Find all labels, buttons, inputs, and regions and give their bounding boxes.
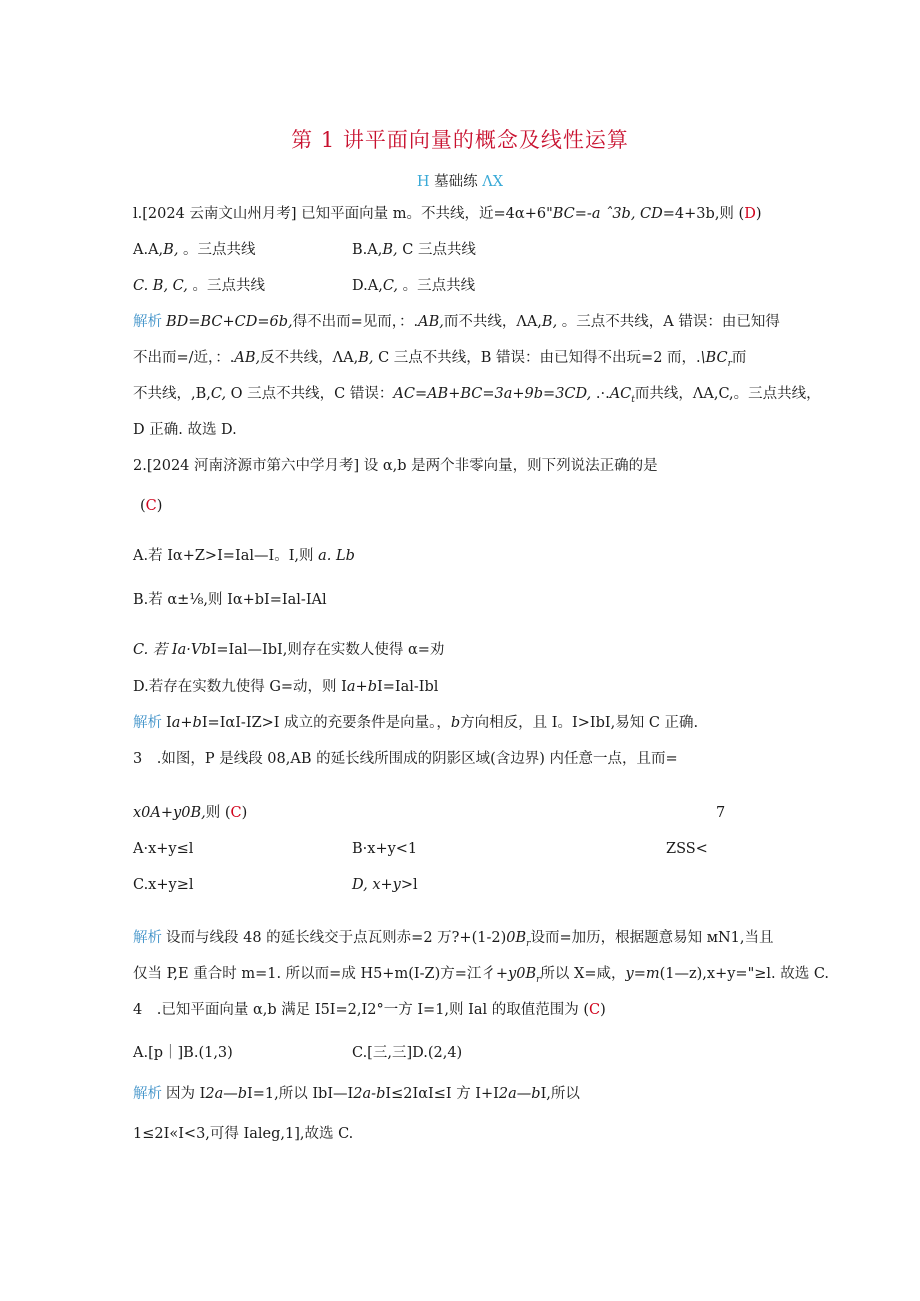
- q3-option-b: B·x+y<1: [352, 841, 418, 857]
- q1-option-a: A.A,B, 。三点共线: [133, 242, 256, 258]
- q1-option-c: C. B, C, 。三点共线: [133, 278, 265, 294]
- q1-solution-line3: 不共线，,B,C, O 三点不共线，C 错误：AC=AB+BC=3a+9b=3CD, $.\cdot.AC_t$而共线，ΛA,C,。三点共线，: [133, 386, 821, 405]
- q1-option-d: D.A,C, 。三点共线: [352, 278, 476, 294]
- q4-solution-line2: 1≤2I«I<3,可得 Ialeg,1],故选 C.: [133, 1126, 354, 1142]
- q2-solution: 解析 Ia+bI=IαI-IZ>I 成立的充要条件是向量。，b方向相反，且 I。I>IbI,易知 C 正确.: [133, 715, 699, 731]
- q4-answer: C: [589, 1002, 601, 1018]
- q2-option-c: C. 若 Ia·VbI=Ial—IbI,则存在实数人使得 α=劝: [133, 642, 445, 658]
- analysis-label: 解析: [133, 930, 162, 946]
- q4-options-cd: C.[三,三]D.(2,4): [352, 1045, 463, 1061]
- subtitle-prefix: H: [416, 174, 430, 190]
- analysis-label: 解析: [133, 715, 162, 731]
- q3-option-a: A·x+y≤l: [133, 841, 194, 857]
- page-title: 第 1 讲平面向量的概念及线性运算: [291, 128, 629, 152]
- q3-solution-line2: 仅当 P,E 重合时 m=1. 所以而=成 H5+m(I-Z)方=江彳$+y0B_r$所以 X=咸，y=m(1—z),x+y="≥l. 故选 C.: [133, 966, 830, 985]
- q4-stem: 4 .已知平面向量 α,b 满足 I5I=2,I2°一方 I=1,则 Ial 的取值范围为 (C): [133, 1002, 606, 1018]
- q1-option-b: B.A,B, C 三点共线: [352, 242, 476, 258]
- q1-answer: D: [744, 206, 756, 222]
- q3-stem: 3 .如图，P 是线段 08,AB 的延长线所围成的阴影区域(含边界) 内任意一点，且而=: [133, 751, 678, 767]
- q3-stem-line2: x0A+y0B,则 (C): [133, 805, 248, 821]
- q2-option-d: D.若存在实数九使得 G=动，则 Ia+bI=Ial-Ibl: [133, 679, 439, 695]
- q4-options-ab: A.[p｜]B.(1,3): [133, 1045, 233, 1061]
- q4-solution-line1: 解析 因为 I2a—bI=1,所以 IbI—I2a-bI≤2IαI≤I 方 I+I2a—bI,所以: [133, 1086, 580, 1102]
- q1-solution-line4: D 正确. 故选 D.: [133, 422, 237, 438]
- q1-stem: l.[2024 云南文山州月考] 已知平面向量 m。不共线，近=4α+6"BC=-a ˆ3b, CD=4+3b,则 (D): [133, 206, 762, 222]
- q2-answer-line: (C): [140, 498, 163, 514]
- q3-figure-label-7: 7: [716, 805, 726, 821]
- q3-figure-label-zss: ZSS<: [666, 841, 708, 857]
- q2-stem: 2.[2024 河南济源市第六中学月考] 设 α,b 是两个非零向量，则下列说法正确的是: [133, 458, 658, 474]
- subtitle-suffix: ΛX: [482, 174, 504, 190]
- q1-solution-line2: 不出而=/近，：.AB,反不共线，ΛA,B, C 三点不共线，B 错误：由已知得不出玩=2 而，$.\backslash BC_r$而: [133, 350, 747, 369]
- q3-solution-line1: 解析 设而与线段 48 的延长线交于点瓦则赤=2 万$?+(1-2)0B_r$设而=加历，根据题意易知 мN1,当且: [133, 930, 774, 949]
- q2-answer: C: [145, 498, 157, 514]
- q1-solution-line1: 解析 BD=BC+CD=6b,得不出而=见而，：.AB,而不共线，ΛA,B, 。三点不共线，A 错误：由已知得: [133, 314, 780, 330]
- subtitle-middle: 墓础练: [434, 174, 478, 190]
- q3-option-d: D, x+y>l: [352, 877, 418, 893]
- analysis-label: 解析: [133, 314, 162, 330]
- q3-option-c: C.x+y≥l: [133, 877, 194, 893]
- analysis-label: 解析: [133, 1086, 162, 1102]
- section-subtitle: [0, 170, 920, 191]
- q3-answer: C: [230, 805, 242, 821]
- q2-option-b: B.若 α±⅛,则 Iα+bI=Ial-IAl: [133, 592, 327, 608]
- q2-option-a: A.若 Iα+Z>I=Ial—I。I,则 a. Lb: [133, 548, 355, 564]
